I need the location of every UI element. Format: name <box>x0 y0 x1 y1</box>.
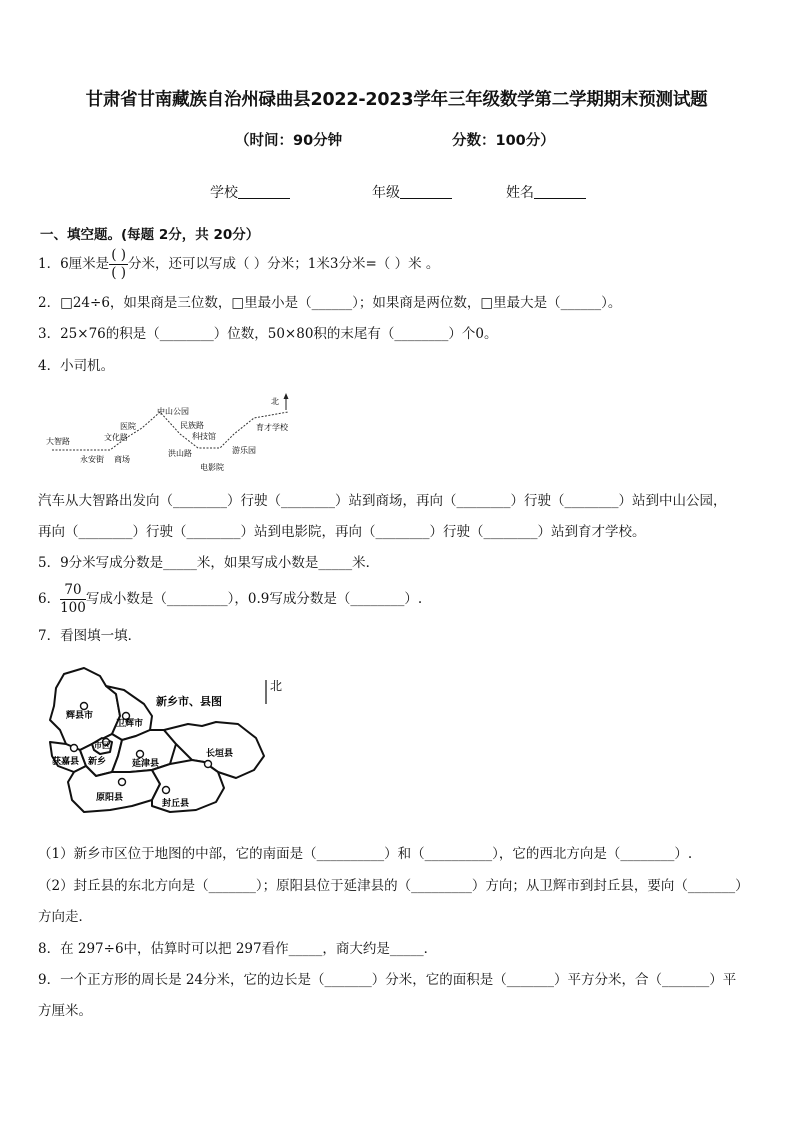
school-label: 学校 <box>210 185 238 201</box>
question-9-line-1: 9．一个正方形的周长是 24分米，它的边长是（_______）分米，它的面积是（_______）平方分米，合（_______）平 <box>38 972 737 988</box>
map1-label-shopping: 商场 <box>114 455 130 464</box>
map2-label-changyuan: 长垣县 <box>206 749 234 759</box>
marker-yanjin <box>137 751 144 758</box>
map2-north-label: 北 <box>270 679 283 693</box>
route-map <box>40 390 310 480</box>
map1-label-cinema: 电影院 <box>200 463 224 472</box>
q6-fraction <box>60 582 86 617</box>
map1-label-park: 游乐园 <box>232 446 256 455</box>
question-4: 4．小司机。 <box>38 358 115 374</box>
question-1 <box>38 247 439 282</box>
map1-label-zhongshan: 中山公园 <box>157 407 189 416</box>
marker-fengqiu <box>163 787 170 794</box>
question-9-line-2: 方厘米。 <box>38 1003 92 1019</box>
xinxiang-map <box>40 660 300 820</box>
q1-rest: 分米，还可以写成（ ）分米；1米3分米=（ ）米 。 <box>128 256 440 272</box>
grade-label: 年级 <box>372 185 400 201</box>
question-6 <box>38 582 422 617</box>
map2-label-district: 市区 <box>94 740 110 750</box>
question-8: 8．在 297÷6中，估算时可以把 297看作_____，商大约是_____． <box>38 941 438 957</box>
route-line <box>52 412 288 450</box>
map1-label-school: 育才学校 <box>256 423 288 432</box>
map1-label-keji: 科技馆 <box>192 432 216 441</box>
map2-title: 新乡市、县图 <box>156 695 222 708</box>
grade-field <box>372 182 452 202</box>
name-field <box>506 182 586 202</box>
north-arrow-head <box>284 393 289 399</box>
map2-label-huojia: 获嘉县 <box>52 757 80 767</box>
marker-huixian <box>81 703 88 710</box>
grade-blank <box>400 184 452 199</box>
question-7: 7．看图填一填． <box>38 628 142 644</box>
map1-label-dazhi: 大智路 <box>46 437 70 446</box>
q1-frac-num: ( ) <box>111 247 127 263</box>
question-7-2-line-2: 方向走． <box>38 909 92 925</box>
q6-frac-num: 70 <box>60 582 86 600</box>
map2-label-yanjin: 延津县 <box>132 759 160 769</box>
question-4-line-1: 汽车从大智路出发向（________）行驶（________）站到商场，再向（________）行驶（________）站到中山公园， <box>38 493 727 509</box>
marker-yuanyang <box>119 779 126 786</box>
marker-changyuan <box>205 761 212 768</box>
name-label: 姓名 <box>506 185 534 201</box>
exam-time: （时间：90分钟 <box>235 133 343 149</box>
map1-label-minzu: 民族路 <box>180 421 204 430</box>
q1-prefix: 1．6厘米是 <box>38 256 110 272</box>
map2-label-yuanyang: 原阳县 <box>96 793 124 803</box>
map2-label-xinxiang: 新乡 <box>88 757 107 767</box>
name-blank <box>534 184 586 199</box>
map2-label-weihui: 卫辉市 <box>116 719 144 729</box>
question-4-line-2: 再向（________）行驶（________）站到电影院，再向（________）行驶（________）站到育才学校。 <box>38 524 646 540</box>
map2-label-huixian: 辉县市 <box>66 711 94 721</box>
map1-label-hospital: 医院 <box>120 422 136 431</box>
map1-label-yongan: 永安街 <box>80 455 104 464</box>
q6-frac-den: 100 <box>60 600 86 616</box>
question-2: 2．□24÷6，如果商是三位数，□里最小是（______）；如果商是两位数，□里最大是（______）。 <box>38 295 622 311</box>
q6-prefix: 6． <box>38 591 61 607</box>
question-5: 5．9分米写成分数是_____米，如果写成小数是_____米． <box>38 555 380 571</box>
marker-huojia <box>71 745 78 752</box>
map1-label-hongshan: 洪山路 <box>168 449 192 458</box>
map1-label-wenhua: 文化路 <box>104 433 128 442</box>
question-3: 3．25×76的积是（________）位数，50×80积的末尾有（________）个0。 <box>38 326 498 342</box>
map1-north-label: 北 <box>271 397 279 406</box>
exam-score: 分数：100分） <box>452 133 555 149</box>
region-yuanyang <box>68 766 160 812</box>
school-blank <box>238 184 290 199</box>
question-7-2-line-1: （2）封丘县的东北方向是（_______）；原阳县位于延津县的（_________）方向；从卫辉市到封丘县，要向（_______） <box>38 878 749 894</box>
section-heading: 一、填空题。(每题 2分，共 20分） <box>40 227 260 243</box>
map2-label-fengqiu: 封丘县 <box>162 799 190 809</box>
school-field <box>210 182 290 202</box>
page-title: 甘肃省甘南藏族自治州碌曲县2022-2023学年三年级数学第二学期期末预测试题 <box>85 90 708 110</box>
q1-fraction <box>109 247 128 282</box>
q1-frac-den: ( ) <box>111 265 127 281</box>
q6-rest: 写成小数是（_________），0.9写成分数是（________）. <box>85 591 423 607</box>
question-7-1: （1）新乡市区位于地图的中部，它的南面是（__________）和（__________），它的西北方向是（________）. <box>38 846 693 862</box>
